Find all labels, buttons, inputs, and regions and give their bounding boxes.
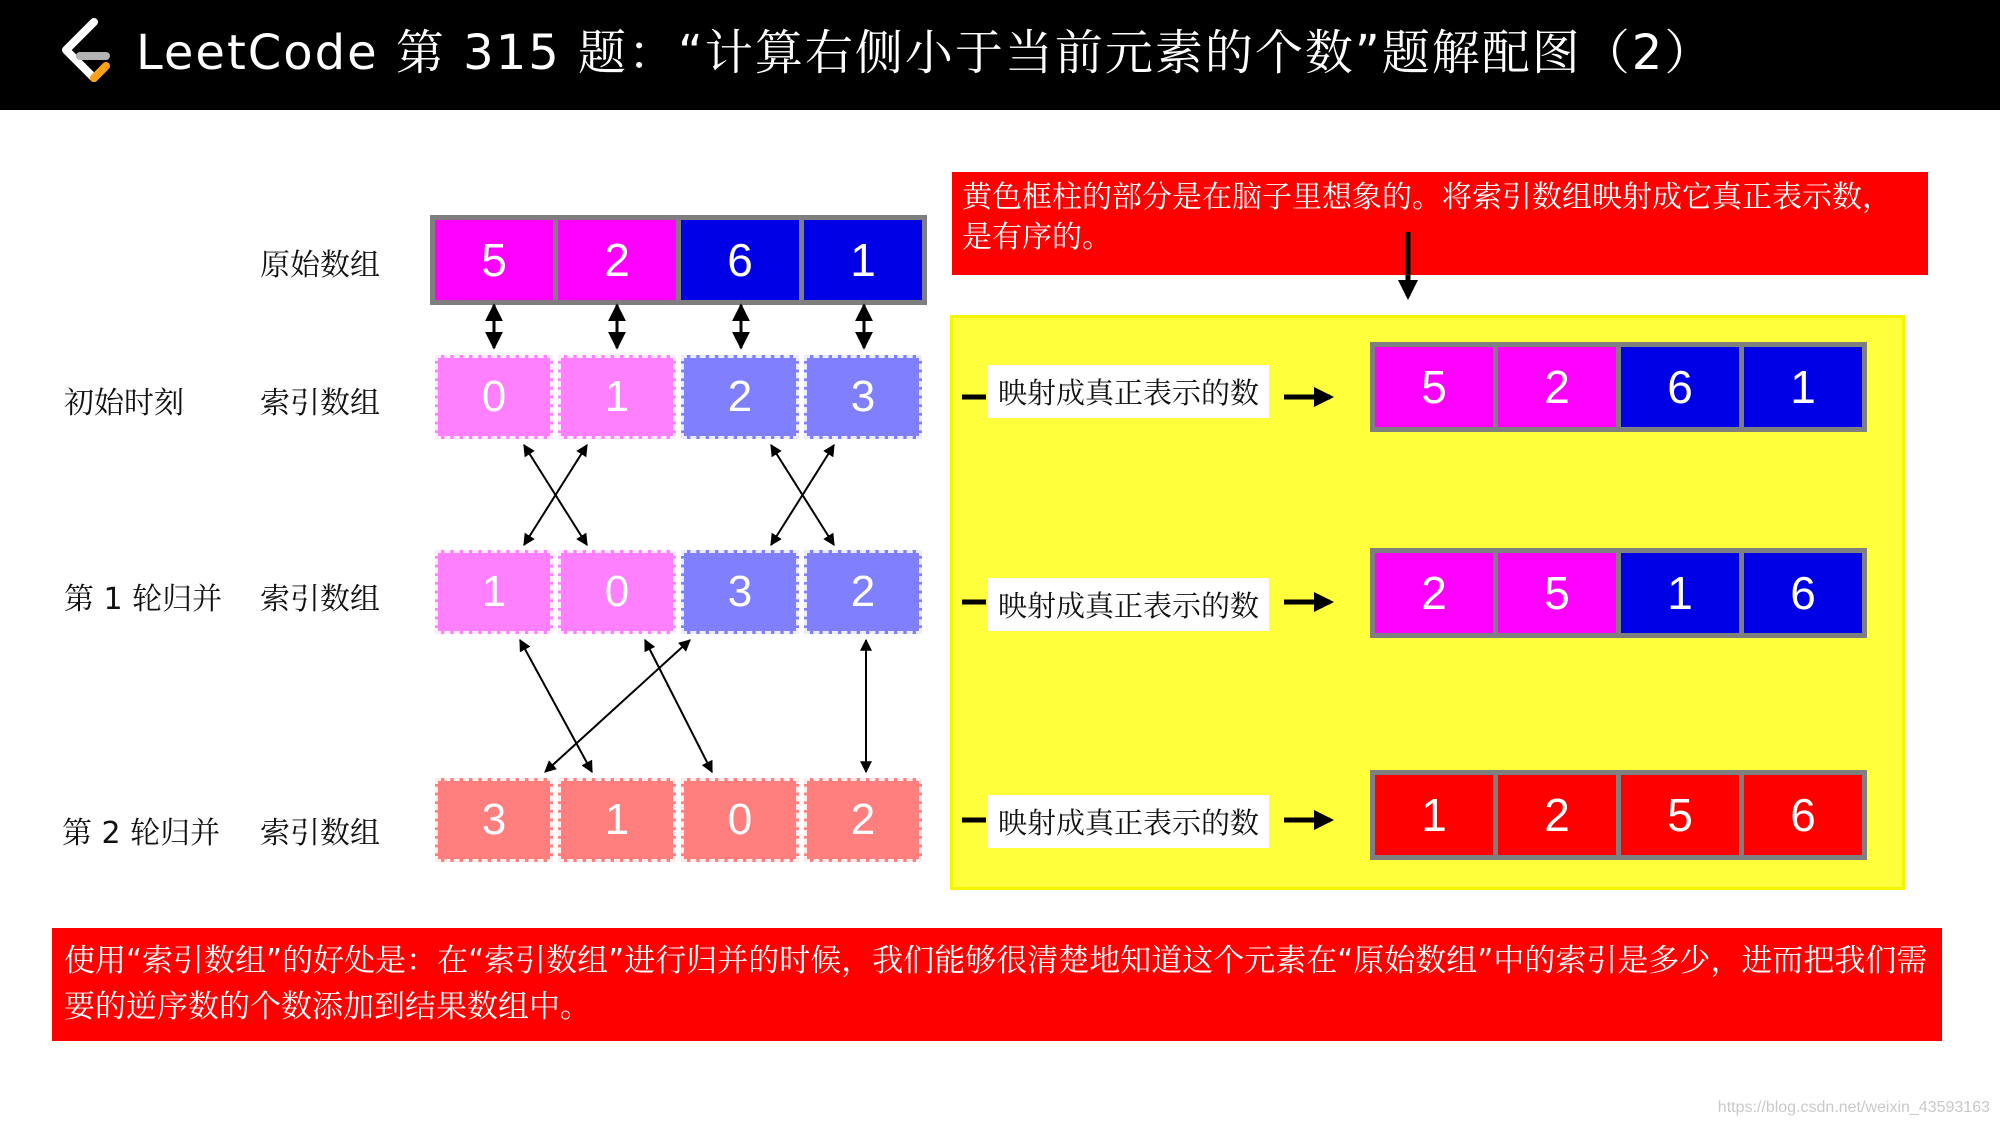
mapped-cell: 5 [1498, 553, 1621, 633]
original-cell: 2 [558, 220, 681, 300]
index-cell: 1 [558, 778, 676, 862]
original-cell: 5 [435, 220, 558, 300]
mapping-label: 映射成真正表示的数 [988, 578, 1269, 631]
original-array-label: 原始数组 [260, 248, 380, 283]
original-cell: 6 [681, 220, 804, 300]
mapped-cell: 5 [1621, 775, 1744, 855]
mapping-label: 映射成真正表示的数 [988, 795, 1269, 848]
merge-round2-arrows [520, 640, 866, 772]
mapped-cell: 6 [1744, 553, 1862, 633]
index-cell: 2 [804, 550, 922, 634]
index-array-label-round1: 索引数组 [260, 582, 380, 617]
mapped-cell: 6 [1744, 775, 1862, 855]
original-to-index-arrows [494, 305, 864, 348]
index-array-label-initial: 索引数组 [260, 386, 380, 421]
mapped-cell: 2 [1498, 775, 1621, 855]
mapped-cell: 1 [1621, 553, 1744, 633]
mapped-cell: 2 [1498, 347, 1621, 427]
mapped-cell: 6 [1621, 347, 1744, 427]
mapped-cell: 1 [1744, 347, 1862, 427]
note-bottom: 使用“索引数组”的好处是：在“索引数组”进行归并的时候，我们能够很清楚地知道这个元素在“原始数组”中的索引是多少，进而把我们需要的逆序数的个数添加到结果数组中。 [52, 928, 1942, 1041]
index-cell: 1 [558, 355, 676, 439]
index-array-label-round2: 索引数组 [260, 816, 380, 851]
original-cell: 1 [804, 220, 922, 300]
stage-round1-label: 第 1 轮归并 [64, 582, 223, 617]
merge-round1-arrows [524, 445, 834, 545]
stage-initial-label: 初始时刻 [64, 386, 184, 421]
mapped-cell: 1 [1375, 775, 1498, 855]
index-cell: 0 [558, 550, 676, 634]
note-top: 黄色框柱的部分是在脑子里想象的。将索引数组映射成它真正表示数，是有序的。 [952, 172, 1928, 275]
index-cell: 3 [681, 550, 799, 634]
index-cell: 0 [681, 778, 799, 862]
index-cell: 0 [435, 355, 553, 439]
page-title: LeetCode 第 315 题：“计算右侧小于当前元素的个数”题解配图（2） [136, 25, 1715, 81]
index-cell: 1 [435, 550, 553, 634]
mapping-label: 映射成真正表示的数 [988, 365, 1269, 418]
index-cell: 2 [681, 355, 799, 439]
index-cell: 2 [804, 778, 922, 862]
watermark: https://blog.csdn.net/weixin_43593163 [1717, 1099, 1990, 1116]
mapped-cell: 5 [1375, 347, 1498, 427]
index-cell: 3 [804, 355, 922, 439]
stage-round2-label: 第 2 轮归并 [62, 816, 221, 851]
mapped-cell: 2 [1375, 553, 1498, 633]
index-cell: 3 [435, 778, 553, 862]
mapping-arrows [962, 397, 1330, 820]
